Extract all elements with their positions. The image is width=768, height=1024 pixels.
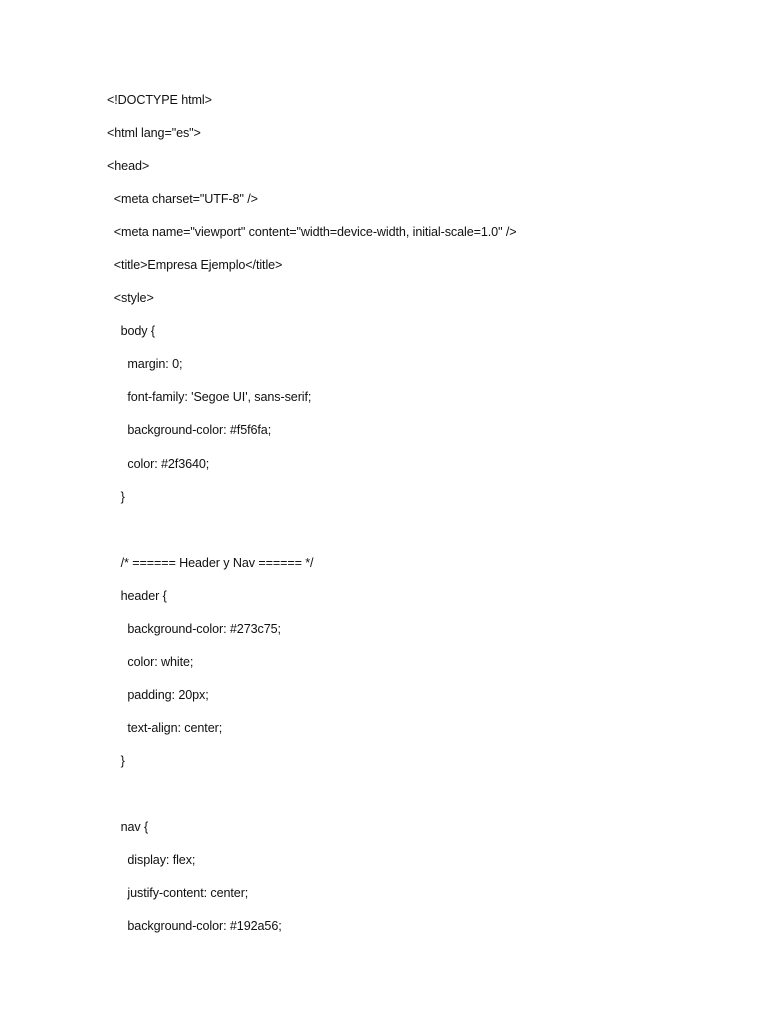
code-line: text-align: center; — [107, 720, 223, 735]
blank-line — [107, 785, 727, 818]
document-body — [107, 91, 727, 950]
code-line: } — [107, 753, 125, 768]
code-line: display: flex; — [107, 853, 196, 868]
blank-line — [107, 521, 727, 554]
code-line: } — [107, 489, 125, 504]
code-line: justify-content: center; — [107, 886, 249, 901]
code-line: <head> — [107, 159, 150, 174]
code-line: body { — [107, 324, 156, 339]
code-line: /* ====== Header y Nav ====== */ — [107, 555, 314, 570]
code-line: background-color: #f5f6fa; — [107, 423, 272, 438]
code-line: <html lang="es"> — [107, 126, 201, 141]
code-line: nav { — [107, 820, 149, 835]
code-line: background-color: #273c75; — [107, 621, 281, 636]
code-line: color: #2f3640; — [107, 456, 210, 471]
code-line: font-family: 'Segoe UI', sans-serif; — [107, 390, 312, 405]
code-line: <style> — [107, 291, 154, 306]
code-line: padding: 20px; — [107, 687, 209, 702]
code-line: header { — [107, 588, 167, 603]
code-line: <title>Empresa Ejemplo</title> — [107, 258, 283, 273]
code-line: color: white; — [107, 654, 194, 669]
code-line: <meta charset="UTF-8" /> — [107, 192, 258, 207]
code-line: <!DOCTYPE html> — [107, 93, 212, 107]
code-line: <meta name="viewport" content="width=device-width, initial-scale=1.0" /> — [107, 225, 517, 240]
code-line: background-color: #192a56; — [107, 919, 282, 934]
code-line: margin: 0; — [107, 357, 183, 372]
